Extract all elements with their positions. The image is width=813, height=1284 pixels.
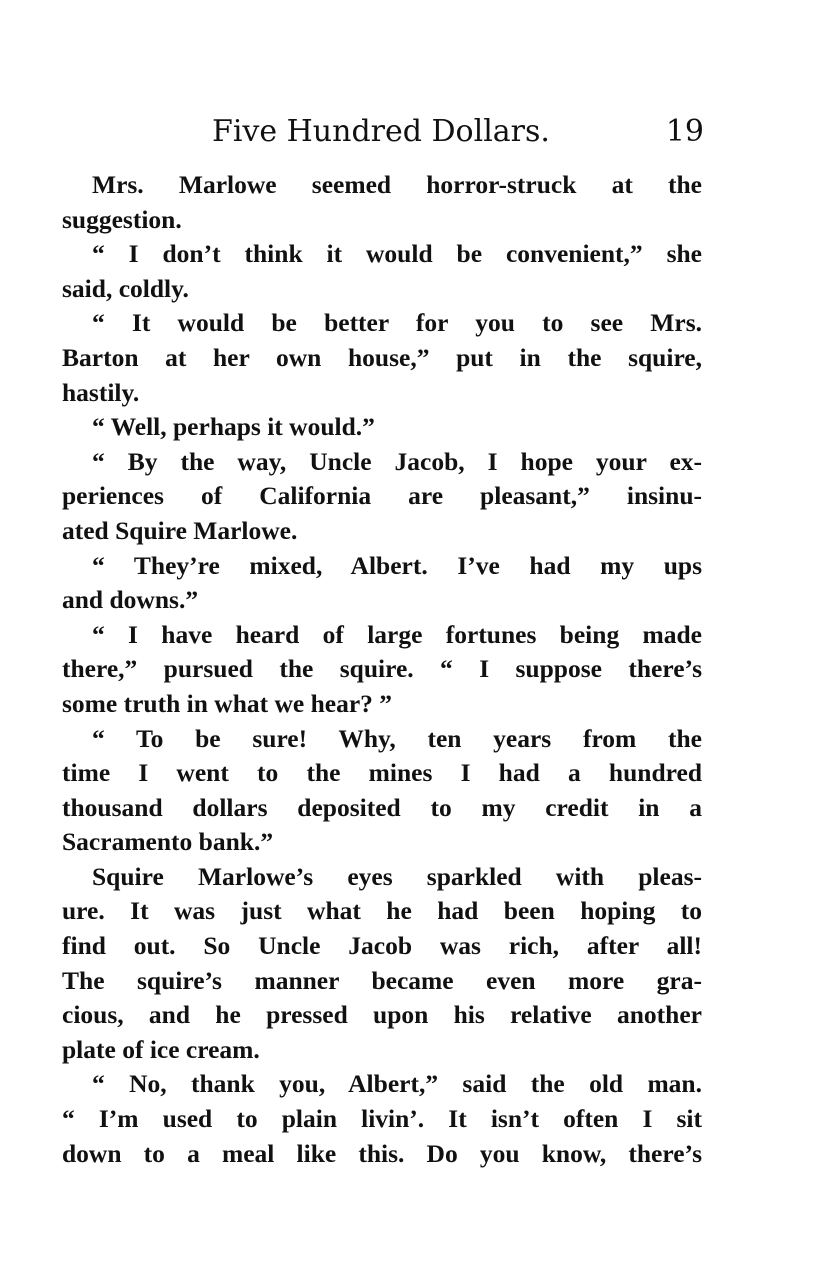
text-line: some truth in what we hear? ” xyxy=(62,688,393,718)
text-line: find out. So Uncle Jacob was rich, after all! xyxy=(62,931,702,961)
text-line: thousand dollars deposited to my credit in a xyxy=(62,792,702,822)
text-line: “ Well, perhaps it would.” xyxy=(92,412,375,442)
text-line: hastily. xyxy=(62,377,140,407)
text-line: and downs.” xyxy=(62,585,199,615)
text-line: “ I have heard of large fortunes being made xyxy=(92,619,702,649)
text-line: ated Squire Marlowe. xyxy=(62,515,298,545)
text-line: said, coldly. xyxy=(62,273,189,303)
text-line: ure. It was just what he had been hoping to xyxy=(62,896,702,926)
text-line: suggestion. xyxy=(62,204,182,234)
text-line: there,” pursued the squire. “ I suppose there’s xyxy=(62,654,702,684)
text-line: “ They’re mixed, Albert. I’ve had my ups xyxy=(92,550,702,580)
text-line: “ It would be better for you to see Mrs. xyxy=(92,308,702,338)
text-line: “ I don’t think it would be convenient,” she xyxy=(92,239,702,269)
text-line: Sacramento bank.” xyxy=(62,827,274,857)
running-title: Five Hundred Dollars. xyxy=(212,114,550,149)
text-line: Barton at her own house,” put in the squire, xyxy=(62,342,702,372)
text-line: The squire’s manner became even more gra- xyxy=(62,965,702,995)
text-line: Squire Marlowe’s eyes sparkled with pleas- xyxy=(92,861,702,891)
text-line: time I went to the mines I had a hundred xyxy=(62,758,702,788)
text-line: “ No, thank you, Albert,” said the old man. xyxy=(92,1069,702,1099)
text-line: down to a meal like this. Do you know, there’s xyxy=(62,1138,702,1168)
text-line: periences of California are pleasant,” insinu- xyxy=(62,481,702,511)
text-line: “ By the way, Uncle Jacob, I hope your ex- xyxy=(92,446,702,476)
text-line: Mrs. Marlowe seemed horror-struck at the xyxy=(92,170,702,199)
body-text xyxy=(62,168,702,1171)
page-header xyxy=(62,108,704,156)
text-line: “ To be sure! Why, ten years from the xyxy=(92,723,702,753)
text-line: “ I’m used to plain livin’. It isn’t often I sit xyxy=(62,1104,702,1134)
page-number: 19 xyxy=(665,114,704,149)
text-line: plate of ice cream. xyxy=(62,1034,260,1064)
text-line: cious, and he pressed upon his relative another xyxy=(62,1000,702,1030)
